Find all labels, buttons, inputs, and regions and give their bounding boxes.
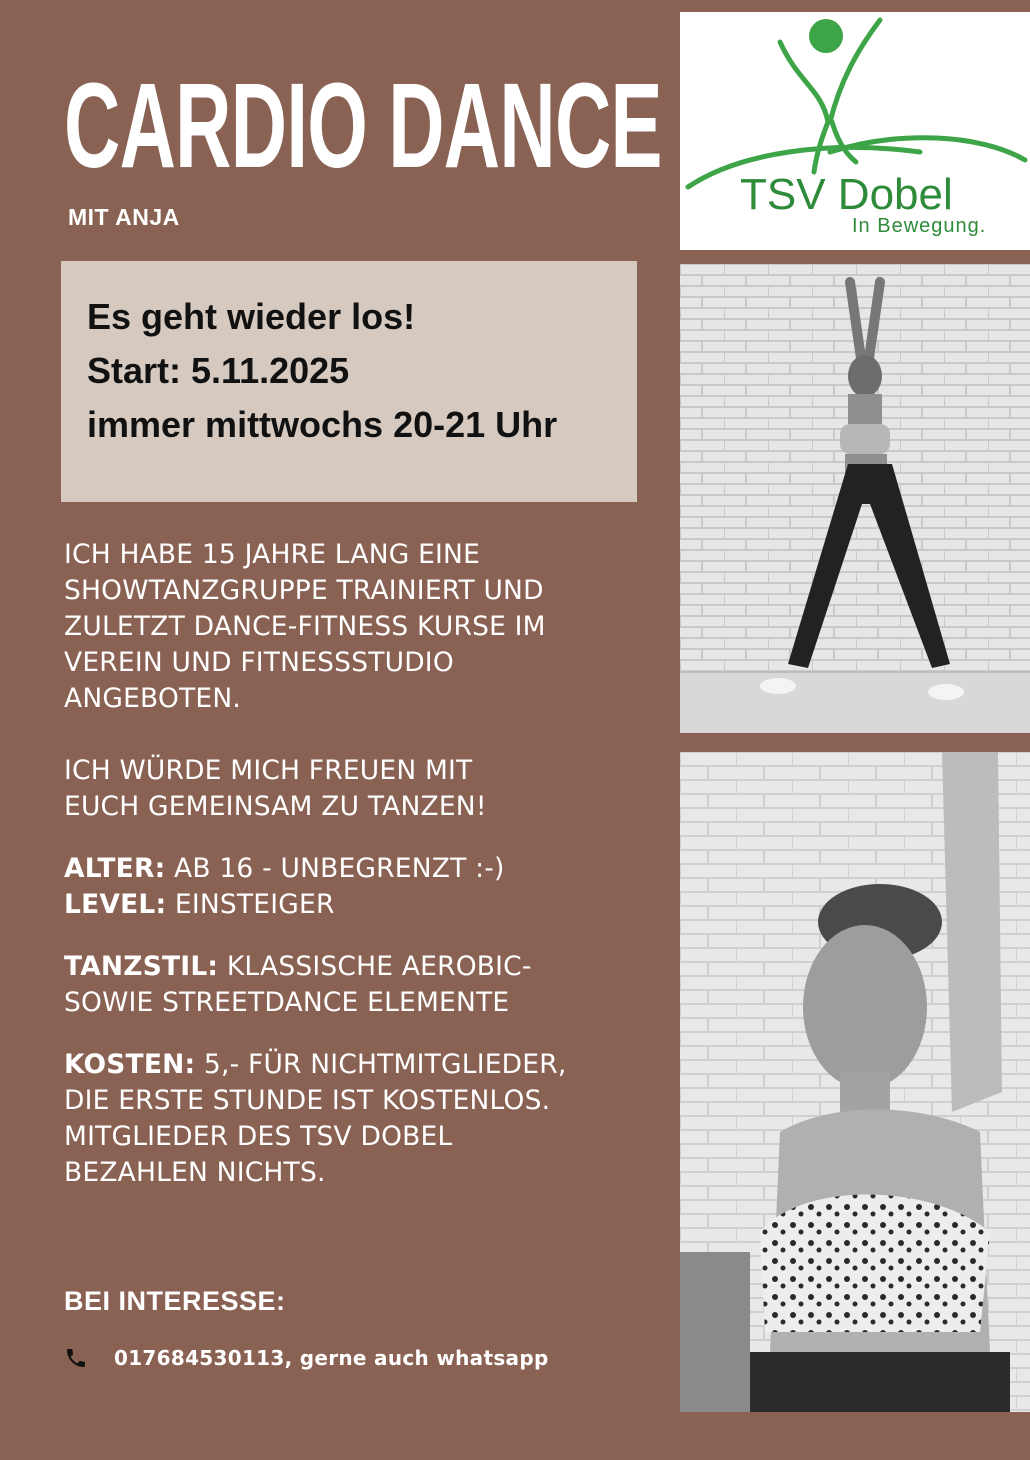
- flyer-title: CARDIO DANCE: [64, 58, 662, 194]
- style-value: KLASSISCHE AEROBIC- SOWIE STREETDANCE ELEMENTE: [64, 951, 532, 1018]
- cost-label: KOSTEN:: [64, 1049, 196, 1080]
- closing-text: ICH WÜRDE MICH FREUEN MIT EUCH GEMEINSAM ZU TANZEN!: [64, 755, 487, 822]
- phone-number[interactable]: 017684530113, gerne auch whatsapp: [114, 1346, 549, 1370]
- phone-icon: [64, 1346, 88, 1370]
- interest-heading: BEI INTERESSE:: [64, 1286, 286, 1316]
- club-logo: [680, 12, 1030, 250]
- style-label: TANZSTIL:: [64, 951, 219, 982]
- age-value: AB 16 - UNBEGRENZT :-): [165, 853, 505, 884]
- announcement-schedule: immer mittwochs 20-21 Uhr: [87, 404, 558, 445]
- age-line: [64, 851, 644, 887]
- cost-value: 5,- FÜR NICHTMITGLIEDER, DIE ERSTE STUNDE IST KOSTENLOS. MITGLIEDER DES TSV DOBEL BEZAHLEN NICHTS.: [64, 1049, 567, 1188]
- cost-line: [64, 1047, 644, 1191]
- dancer-photo-full-body: [680, 264, 1030, 733]
- level-value: EINSTEIGER: [166, 889, 335, 920]
- announcement-start-date: Start: 5.11.2025: [87, 350, 350, 391]
- level-label: LEVEL:: [64, 889, 167, 920]
- age-label: ALTER:: [64, 853, 166, 884]
- dancer-photo-portrait: [680, 752, 1030, 1412]
- announcement-box: [61, 261, 637, 502]
- intro-text: ICH HABE 15 JAHRE LANG EINE SHOWTANZGRUPPE TRAINIERT UND ZULETZT DANCE-FITNESS KURSE IM VEREIN UND FITNESSSTUDIO ANGEBOTEN.: [64, 539, 546, 714]
- flyer-subtitle: MIT ANJA: [68, 204, 180, 230]
- level-line: [64, 887, 644, 923]
- club-name: TSV Dobel: [740, 170, 953, 219]
- contact-line[interactable]: [64, 1346, 549, 1370]
- description: [64, 537, 644, 1191]
- style-line: [64, 949, 644, 1021]
- club-tagline: In Bewegung.: [852, 215, 987, 237]
- announcement-line-1: Es geht wieder los!: [87, 296, 416, 337]
